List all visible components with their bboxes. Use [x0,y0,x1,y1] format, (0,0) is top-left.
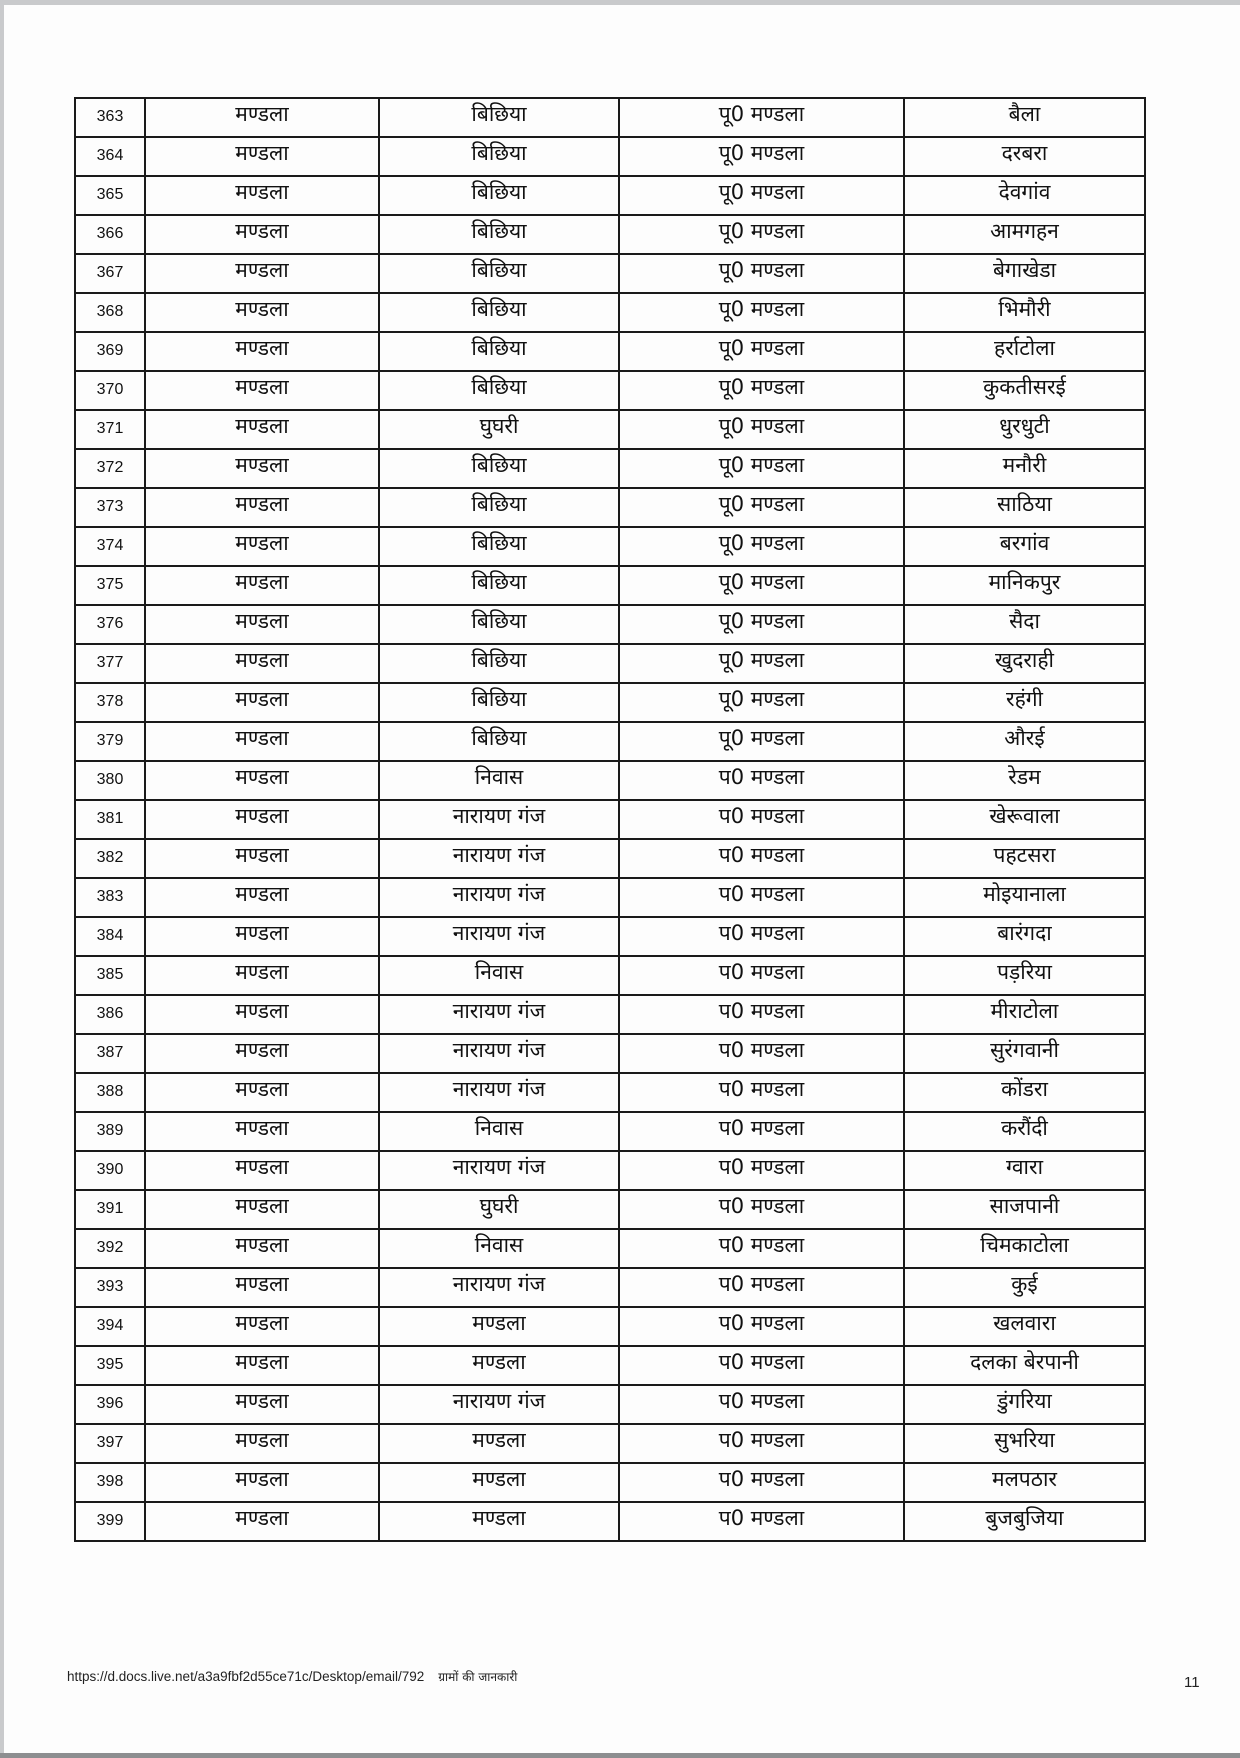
block-cell: घुघरी [379,410,619,449]
block-cell: बिछिया [379,644,619,683]
village-cell: पड़रिया [904,956,1145,995]
block-cell: निवास [379,761,619,800]
forest-division-cell: पू0 मण्डला [619,566,904,605]
serial-number-cell: 390 [75,1151,145,1190]
forest-division-cell: प0 मण्डला [619,1502,904,1541]
table-row [75,878,1145,917]
forest-division-cell: पू0 मण्डला [619,410,904,449]
block-cell: नारायण गंज [379,800,619,839]
village-cell: कुई [904,1268,1145,1307]
table-row [75,1190,1145,1229]
village-cell: सैदा [904,605,1145,644]
table-row [75,254,1145,293]
village-cell: बुजबुजिया [904,1502,1145,1541]
serial-number-cell: 392 [75,1229,145,1268]
serial-number-cell: 380 [75,761,145,800]
village-cell: खलवारा [904,1307,1145,1346]
forest-division-cell: पू0 मण्डला [619,449,904,488]
table-row [75,1151,1145,1190]
village-cell: खुदराही [904,644,1145,683]
village-cell: आमगहन [904,215,1145,254]
table-row [75,371,1145,410]
serial-number-cell: 388 [75,1073,145,1112]
village-cell: पहटसरा [904,839,1145,878]
table-row [75,722,1145,761]
village-cell: दरबरा [904,137,1145,176]
village-cell: सुरंगवानी [904,1034,1145,1073]
table-row [75,1268,1145,1307]
district-cell: मण्डला [145,644,379,683]
serial-number-cell: 389 [75,1112,145,1151]
village-cell: कोंडरा [904,1073,1145,1112]
serial-number-cell: 364 [75,137,145,176]
district-cell: मण्डला [145,1307,379,1346]
serial-number-cell: 399 [75,1502,145,1541]
forest-division-cell: पू0 मण्डला [619,176,904,215]
serial-number-cell: 375 [75,566,145,605]
district-cell: मण्डला [145,1190,379,1229]
block-cell: नारायण गंज [379,1385,619,1424]
block-cell: मण्डला [379,1307,619,1346]
district-cell: मण्डला [145,995,379,1034]
block-cell: बिछिया [379,215,619,254]
district-cell: मण्डला [145,1151,379,1190]
serial-number-cell: 395 [75,1346,145,1385]
district-cell: मण्डला [145,1424,379,1463]
serial-number-cell: 374 [75,527,145,566]
serial-number-cell: 383 [75,878,145,917]
district-cell: मण्डला [145,254,379,293]
district-cell: मण्डला [145,488,379,527]
forest-division-cell: प0 मण्डला [619,878,904,917]
district-cell: मण्डला [145,1502,379,1541]
village-cell: मनौरी [904,449,1145,488]
table-row [75,1034,1145,1073]
block-cell: नारायण गंज [379,1073,619,1112]
district-cell: मण्डला [145,800,379,839]
district-cell: मण्डला [145,98,379,137]
district-cell: मण्डला [145,839,379,878]
block-cell: बिछिया [379,371,619,410]
serial-number-cell: 398 [75,1463,145,1502]
serial-number-cell: 371 [75,410,145,449]
forest-division-cell: पू0 मण्डला [619,722,904,761]
forest-division-cell: पू0 मण्डला [619,293,904,332]
serial-number-cell: 381 [75,800,145,839]
forest-division-cell: प0 मण्डला [619,1112,904,1151]
serial-number-cell: 379 [75,722,145,761]
district-cell: मण्डला [145,1268,379,1307]
page-number: 11 [1184,1674,1200,1691]
village-cell: बारंगदा [904,917,1145,956]
forest-division-cell: पू0 मण्डला [619,332,904,371]
village-cell: धुरधुटी [904,410,1145,449]
forest-division-cell: पू0 मण्डला [619,215,904,254]
block-cell: निवास [379,956,619,995]
block-cell: नारायण गंज [379,839,619,878]
table-row [75,566,1145,605]
serial-number-cell: 397 [75,1424,145,1463]
village-cell: कुकतीसरई [904,371,1145,410]
forest-division-cell: प0 मण्डला [619,1463,904,1502]
table-row [75,1502,1145,1541]
table-row [75,605,1145,644]
district-cell: मण्डला [145,1346,379,1385]
block-cell: बिछिया [379,176,619,215]
table-row [75,1463,1145,1502]
serial-number-cell: 366 [75,215,145,254]
forest-division-cell: पू0 मण्डला [619,683,904,722]
table-row [75,683,1145,722]
block-cell: बिछिया [379,488,619,527]
village-cell: बरगांव [904,527,1145,566]
district-cell: मण्डला [145,1073,379,1112]
footer [67,1668,517,1685]
district-cell: मण्डला [145,1463,379,1502]
serial-number-cell: 369 [75,332,145,371]
block-cell: नारायण गंज [379,917,619,956]
block-cell: बिछिया [379,332,619,371]
block-cell: नारायण गंज [379,878,619,917]
table-body [75,98,1145,1541]
forest-division-cell: प0 मण्डला [619,761,904,800]
serial-number-cell: 386 [75,995,145,1034]
village-cell: मानिकपुर [904,566,1145,605]
serial-number-cell: 396 [75,1385,145,1424]
block-cell: निवास [379,1112,619,1151]
block-cell: बिछिया [379,449,619,488]
block-cell: नारायण गंज [379,995,619,1034]
village-cell: देवगांव [904,176,1145,215]
block-cell: बिछिया [379,137,619,176]
serial-number-cell: 363 [75,98,145,137]
district-cell: मण्डला [145,722,379,761]
scan-edge [0,1753,1240,1758]
village-cell: साठिया [904,488,1145,527]
forest-division-cell: पू0 मण्डला [619,605,904,644]
forest-division-cell: प0 मण्डला [619,1346,904,1385]
forest-division-cell: पू0 मण्डला [619,644,904,683]
village-cell: सुभरिया [904,1424,1145,1463]
village-cell: दलका बेरपानी [904,1346,1145,1385]
table-row [75,1307,1145,1346]
table-row [75,176,1145,215]
block-cell: बिछिया [379,566,619,605]
forest-division-cell: प0 मण्डला [619,1307,904,1346]
village-cell: भिमौरी [904,293,1145,332]
table-row [75,488,1145,527]
forest-division-cell: प0 मण्डला [619,917,904,956]
village-cell: बेगाखेडा [904,254,1145,293]
block-cell: मण्डला [379,1346,619,1385]
forest-division-cell: पू0 मण्डला [619,371,904,410]
serial-number-cell: 387 [75,1034,145,1073]
district-cell: मण्डला [145,410,379,449]
district-cell: मण्डला [145,371,379,410]
village-cell: करौंदी [904,1112,1145,1151]
table-row [75,293,1145,332]
serial-number-cell: 382 [75,839,145,878]
document-page [4,5,1240,1753]
district-cell: मण्डला [145,1034,379,1073]
district-cell: मण्डला [145,878,379,917]
village-cell: मलपठार [904,1463,1145,1502]
forest-division-cell: प0 मण्डला [619,1229,904,1268]
block-cell: बिछिया [379,527,619,566]
serial-number-cell: 393 [75,1268,145,1307]
table-row [75,800,1145,839]
block-cell: निवास [379,1229,619,1268]
district-cell: मण्डला [145,176,379,215]
forest-division-cell: प0 मण्डला [619,1034,904,1073]
table-row [75,761,1145,800]
block-cell: मण्डला [379,1463,619,1502]
table-row [75,1385,1145,1424]
forest-division-cell: पू0 मण्डला [619,254,904,293]
district-cell: मण्डला [145,215,379,254]
village-table [74,97,1146,1542]
district-cell: मण्डला [145,137,379,176]
block-cell: बिछिया [379,683,619,722]
footer-url: https://d.docs.live.net/a3a9fbf2d55ce71c/Desktop/email/792 [67,1669,425,1684]
district-cell: मण्डला [145,527,379,566]
block-cell: बिछिया [379,254,619,293]
footer-title: ग्रामों की जानकारी [438,1670,518,1684]
serial-number-cell: 372 [75,449,145,488]
block-cell: घुघरी [379,1190,619,1229]
district-cell: मण्डला [145,293,379,332]
district-cell: मण्डला [145,683,379,722]
table-row [75,1229,1145,1268]
table-row [75,1112,1145,1151]
forest-division-cell: पू0 मण्डला [619,137,904,176]
block-cell: नारायण गंज [379,1268,619,1307]
serial-number-cell: 384 [75,917,145,956]
block-cell: बिछिया [379,605,619,644]
block-cell: बिछिया [379,98,619,137]
district-cell: मण्डला [145,449,379,488]
district-cell: मण्डला [145,1385,379,1424]
village-cell: मोइयानाला [904,878,1145,917]
village-cell: बैला [904,98,1145,137]
table-row [75,839,1145,878]
serial-number-cell: 385 [75,956,145,995]
table-row [75,527,1145,566]
forest-division-cell: प0 मण्डला [619,1073,904,1112]
village-cell: साजपानी [904,1190,1145,1229]
block-cell: बिछिया [379,722,619,761]
forest-division-cell: प0 मण्डला [619,1151,904,1190]
table-row [75,995,1145,1034]
table-row [75,1424,1145,1463]
table-row [75,917,1145,956]
forest-division-cell: प0 मण्डला [619,995,904,1034]
table-row [75,137,1145,176]
forest-division-cell: पू0 मण्डला [619,527,904,566]
table-row [75,410,1145,449]
table-row [75,98,1145,137]
forest-division-cell: प0 मण्डला [619,1268,904,1307]
table-row [75,332,1145,371]
village-cell: रहंगी [904,683,1145,722]
village-cell: चिमकाटोला [904,1229,1145,1268]
forest-division-cell: प0 मण्डला [619,1190,904,1229]
forest-division-cell: पू0 मण्डला [619,98,904,137]
village-cell: मीराटोला [904,995,1145,1034]
serial-number-cell: 365 [75,176,145,215]
block-cell: नारायण गंज [379,1151,619,1190]
district-cell: मण्डला [145,605,379,644]
forest-division-cell: पू0 मण्डला [619,488,904,527]
district-cell: मण्डला [145,761,379,800]
serial-number-cell: 368 [75,293,145,332]
village-cell: रेडम [904,761,1145,800]
forest-division-cell: प0 मण्डला [619,956,904,995]
serial-number-cell: 373 [75,488,145,527]
table-row [75,215,1145,254]
district-cell: मण्डला [145,566,379,605]
serial-number-cell: 370 [75,371,145,410]
serial-number-cell: 391 [75,1190,145,1229]
table-row [75,449,1145,488]
block-cell: बिछिया [379,293,619,332]
village-cell: औरई [904,722,1145,761]
block-cell: मण्डला [379,1424,619,1463]
block-cell: नारायण गंज [379,1034,619,1073]
village-cell: ग्वारा [904,1151,1145,1190]
district-cell: मण्डला [145,917,379,956]
district-cell: मण्डला [145,1112,379,1151]
district-cell: मण्डला [145,956,379,995]
district-cell: मण्डला [145,332,379,371]
table-row [75,644,1145,683]
district-cell: मण्डला [145,1229,379,1268]
forest-division-cell: प0 मण्डला [619,800,904,839]
forest-division-cell: प0 मण्डला [619,1424,904,1463]
serial-number-cell: 367 [75,254,145,293]
table-row [75,956,1145,995]
forest-division-cell: प0 मण्डला [619,839,904,878]
village-cell: डुंगरिया [904,1385,1145,1424]
table-row [75,1073,1145,1112]
serial-number-cell: 394 [75,1307,145,1346]
serial-number-cell: 377 [75,644,145,683]
forest-division-cell: प0 मण्डला [619,1385,904,1424]
serial-number-cell: 376 [75,605,145,644]
serial-number-cell: 378 [75,683,145,722]
village-cell: हर्राटोला [904,332,1145,371]
table-row [75,1346,1145,1385]
village-cell: खेरूवाला [904,800,1145,839]
block-cell: मण्डला [379,1502,619,1541]
